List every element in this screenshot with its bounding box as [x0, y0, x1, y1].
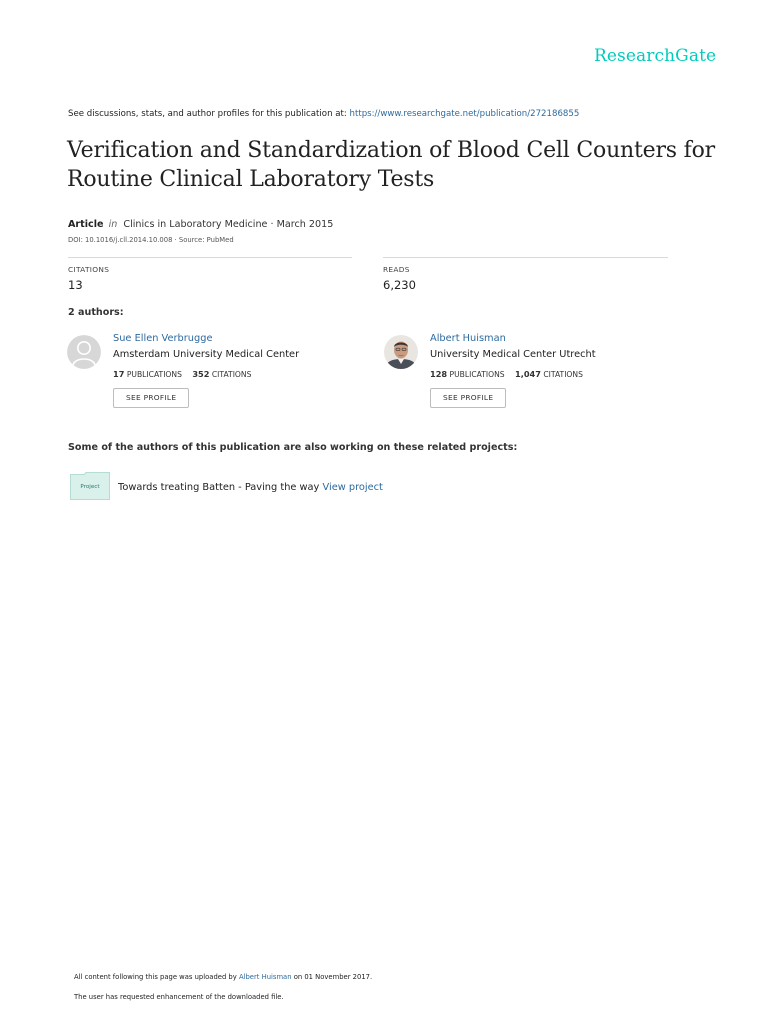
citations-count: 13	[68, 278, 83, 292]
author-citations-count: 352	[192, 369, 210, 379]
see-profile-button[interactable]: SEE PROFILE	[113, 388, 189, 408]
journal-name[interactable]: Clinics in Laboratory Medicine	[123, 219, 268, 230]
author-citations-count: 1,047	[515, 369, 541, 379]
see-discussions-line	[68, 109, 579, 119]
project-text	[118, 482, 383, 493]
author-card	[384, 333, 684, 413]
doi-line: DOI: 10.1016/j.cll.2014.10.008 · Source: PubMed	[68, 236, 234, 244]
reads-count: 6,230	[383, 278, 416, 292]
related-projects-heading: Some of the authors of this publication are also working on these related projects:	[68, 442, 518, 453]
publication-date: March 2015	[276, 219, 334, 230]
author-institution: Amsterdam University Medical Center	[113, 349, 300, 360]
author-name-link[interactable]: Sue Ellen Verbrugge	[113, 333, 213, 344]
view-project-link[interactable]: View project	[322, 482, 383, 493]
in-word: in	[108, 219, 118, 230]
author-name-link[interactable]: Albert Huisman	[430, 333, 506, 344]
author-institution: University Medical Center Utrecht	[430, 349, 596, 360]
author-card	[67, 333, 367, 413]
see-profile-button[interactable]: SEE PROFILE	[430, 388, 506, 408]
author-citations-label: CITATIONS	[211, 370, 252, 379]
author-stats	[430, 369, 583, 379]
upload-note-prefix: All content following this page was uploaded by	[74, 973, 237, 981]
publication-meta	[68, 219, 333, 230]
project-icon-label: Project	[80, 484, 100, 490]
project-item	[70, 472, 590, 502]
researchgate-logo[interactable]: ResearchGate	[594, 46, 717, 66]
uploader-link[interactable]: Albert Huisman	[238, 973, 292, 981]
upload-note-suffix: on 01 November 2017.	[293, 973, 373, 981]
citations-label: CITATIONS	[68, 265, 110, 274]
meta-separator: ·	[270, 219, 277, 230]
author-publications-count: 128	[430, 369, 448, 379]
authors-heading: 2 authors:	[68, 307, 124, 318]
publication-title: Verification and Standardization of Blood Cell Counters for Routine Clinical Laboratory Tests	[67, 138, 715, 192]
upload-note	[74, 973, 372, 981]
author-citations-label: CITATIONS	[543, 370, 583, 379]
default-person-avatar-icon[interactable]	[67, 335, 101, 369]
author-photo-icon[interactable]	[384, 335, 418, 369]
project-title: Towards treating Batten - Paving the way	[118, 482, 320, 493]
author-publications-label: PUBLICATIONS	[126, 370, 182, 379]
author-publications-label: PUBLICATIONS	[449, 370, 505, 379]
reads-label: READS	[383, 265, 410, 274]
publication-url-link[interactable]: https://www.researchgate.net/publication/272186855	[349, 109, 580, 119]
enhancement-note: The user has requested enhancement of the downloaded file.	[74, 993, 284, 1001]
citations-divider	[68, 257, 352, 258]
reads-divider	[383, 257, 668, 258]
publication-type: Article	[68, 219, 104, 230]
author-stats	[113, 369, 251, 379]
see-discussions-text: See discussions, stats, and author profiles for this publication at:	[68, 109, 347, 119]
author-publications-count: 17	[113, 369, 125, 379]
